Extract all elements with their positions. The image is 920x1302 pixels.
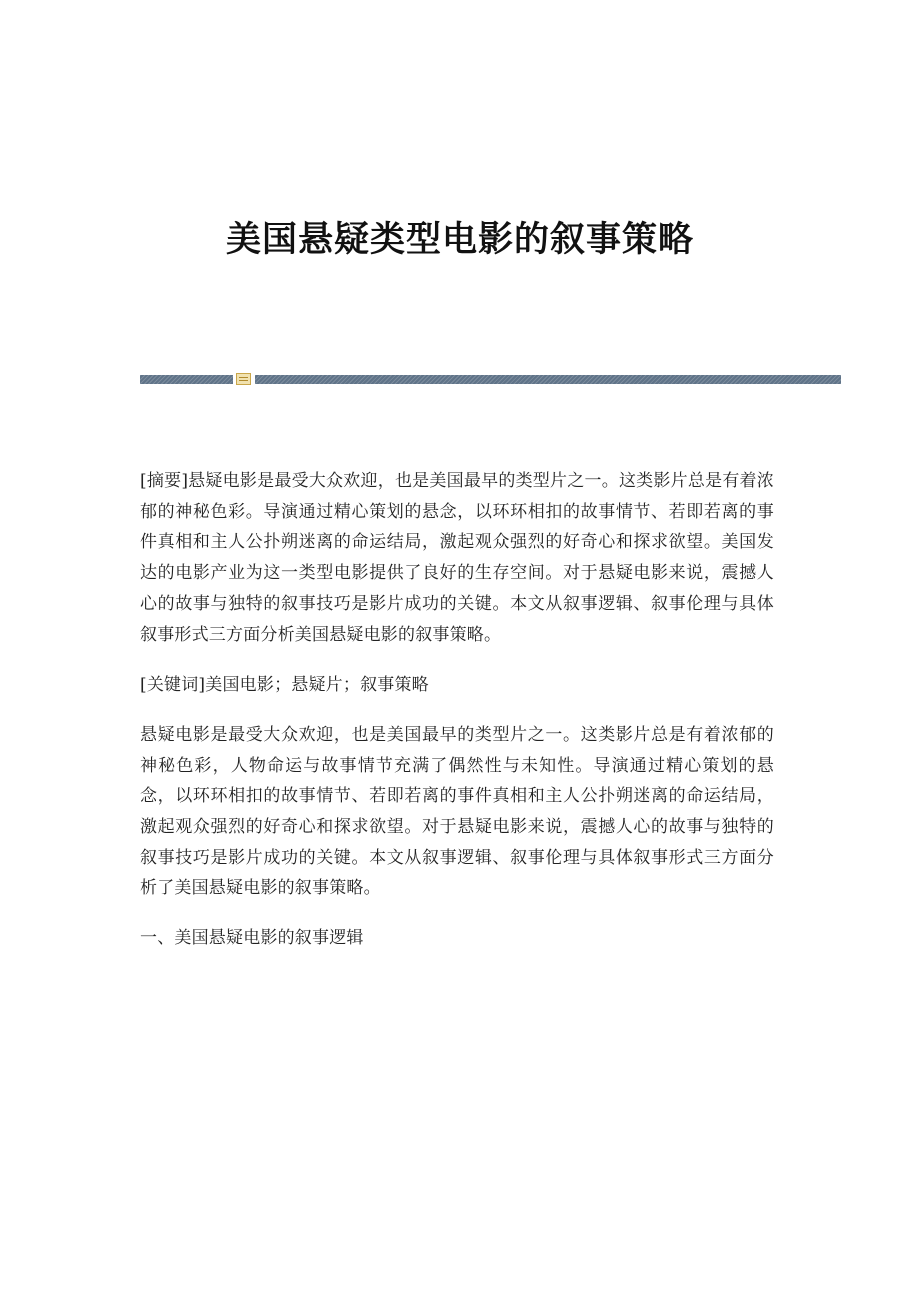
section-heading: 一、美国悬疑电影的叙事逻辑 [140, 928, 364, 949]
divider-bar-right [255, 375, 841, 384]
title-divider [140, 375, 841, 384]
keywords-line: [关键词]美国电影；悬疑片；叙事策略 [140, 675, 429, 696]
divider-emblem-icon [236, 373, 251, 385]
document-body [140, 466, 774, 954]
intro-paragraph: 悬疑电影是最受大众欢迎，也是美国最早的类型片之一。这类影片总是有着浓郁的神秘色彩，人物命运与故事情节充满了偶然性与未知性。导演通过精心策划的悬念，以环环相扣的故事情节、若即若离的事件真相和主人公扑朔迷离的命运结局，激起观众强烈的好奇心和探求欲望。对于悬疑电影来说，震撼人心的故事与独特的叙事技巧是影片成功的关键。本文从叙事逻辑、叙事伦理与具体叙事形式三方面分析了美国悬疑电影的叙事策略。 [140, 724, 774, 899]
divider-bar-left [140, 375, 233, 384]
document-title: 美国悬疑类型电影的叙事策略 [225, 219, 694, 260]
abstract-paragraph: [摘要]悬疑电影是最受大众欢迎，也是美国最早的类型片之一。这类影片总是有着浓郁的神秘色彩。导演通过精心策划的悬念，以环环相扣的故事情节、若即若离的事件真相和主人公扑朔迷离的命运结局，激起观众强烈的好奇心和探求欲望。美国发达的电影产业为这一类型电影提供了良好的生存空间。对于悬疑电影来说，震撼人心的故事与独特的叙事技巧是影片成功的关键。本文从叙事逻辑、叙事伦理与具体叙事形式三方面分析美国悬疑电影的叙事策略。 [140, 471, 774, 645]
